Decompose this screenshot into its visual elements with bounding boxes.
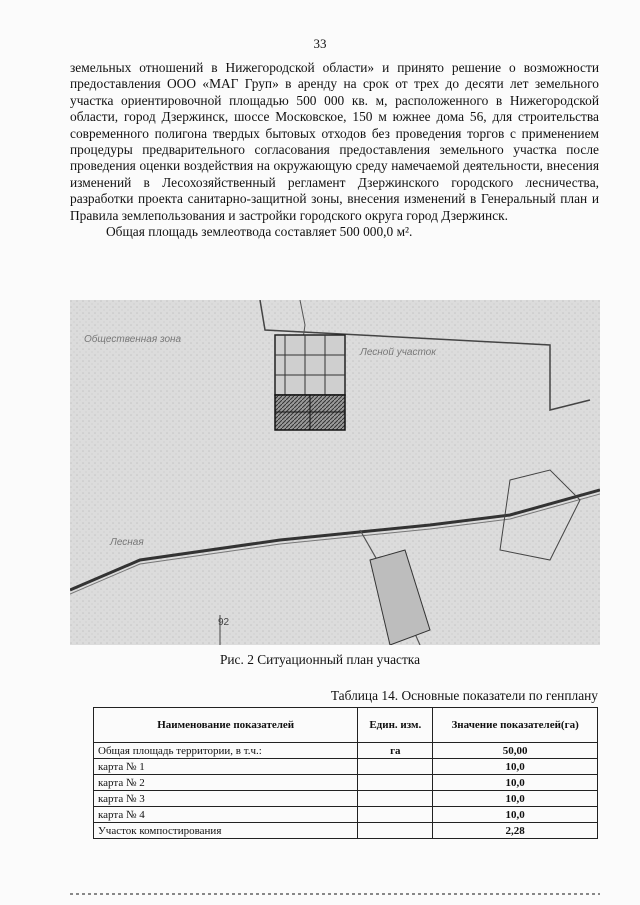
- row-name: карта № 2: [94, 775, 358, 791]
- body-text: [70, 60, 599, 240]
- table-caption: Таблица 14. Основные показатели по генплану: [330, 688, 598, 703]
- row-name: Участок компостирования: [94, 823, 358, 839]
- table-row: [94, 791, 598, 807]
- row-value: 10,0: [433, 775, 598, 791]
- map-label-number: 92: [218, 617, 230, 628]
- header-value: Значение показателей(га): [433, 708, 598, 743]
- row-value: 10,0: [433, 807, 598, 823]
- table-row: [94, 775, 598, 791]
- paragraph-main: земельных отношений в Нижегородской области» и принято решение о возможности предоставления ООО «МАГ Груп» в аренду на срок от трех до десяти лет земельного участка ориентировочной площадью 500 000 кв. м, расположенного в Нижегородской области, город Дзержинск, шоссе Московское, 150 м южнее дома 56, для строительства современного полигона твердых бытовых отходов без проведения торгов с применением процедуры предварительного согласования предоставления земельного участка после проведения оценки воздействия на окружающую среду намечаемой деятельности, внесения изменений в Лесохозяйственный регламент Дзержинского городского лесничества, разработки проекта санитарно-защитной зоны, внесения изменений в Генеральный план и Правила землепользования и застройки городского округа город Дзержинск.: [70, 60, 599, 223]
- map-label-public-zone: Общественная зона: [84, 334, 182, 345]
- table-row: [94, 743, 598, 759]
- row-unit: [358, 807, 433, 823]
- row-name: карта № 4: [94, 807, 358, 823]
- map-caption: Рис. 2 Ситуационный план участка: [219, 652, 421, 667]
- situation-map: [70, 300, 600, 645]
- row-value: 50,00: [433, 743, 598, 759]
- table-row: [94, 807, 598, 823]
- header-name: Наименование показателей: [94, 708, 358, 743]
- scan-footer-line: [70, 893, 600, 895]
- map-drawing: [70, 300, 600, 645]
- row-unit: [358, 791, 433, 807]
- row-value: 10,0: [433, 759, 598, 775]
- row-unit: [358, 775, 433, 791]
- table-header-row: [94, 708, 598, 743]
- row-unit: га: [358, 743, 433, 759]
- table-row: [94, 759, 598, 775]
- row-unit: [358, 759, 433, 775]
- row-value: 2,28: [433, 823, 598, 839]
- row-value: 10,0: [433, 791, 598, 807]
- row-name: Общая площадь территории, в т.ч.:: [94, 743, 358, 759]
- table-row: [94, 823, 598, 839]
- indicators-table: [93, 707, 598, 839]
- row-name: карта № 1: [94, 759, 358, 775]
- paragraph-area: Общая площадь землеотвода составляет 500 000,0 м².: [106, 224, 413, 240]
- map-label-forest-plot: Лесной участок: [360, 347, 436, 358]
- row-name: карта № 3: [94, 791, 358, 807]
- row-unit: [358, 823, 433, 839]
- map-label-forest: Лесная: [110, 537, 144, 548]
- header-unit: Един. изм.: [358, 708, 433, 743]
- page-number: 33: [313, 36, 327, 51]
